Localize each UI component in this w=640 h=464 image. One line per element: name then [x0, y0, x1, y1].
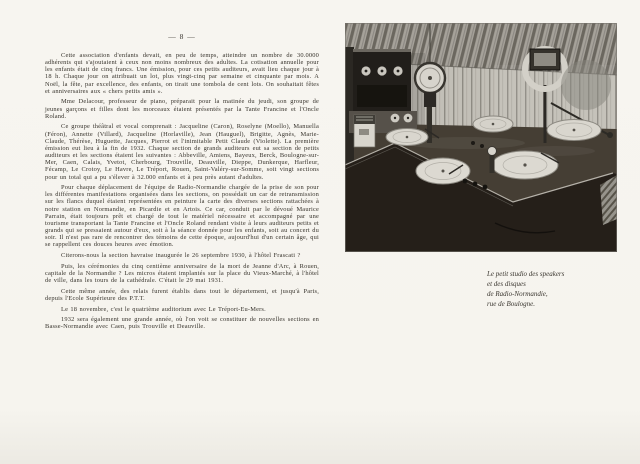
caption-line-3: de Radio-Normandie,	[487, 290, 548, 298]
caption-line-4: rue de Boulogne.	[487, 300, 536, 308]
paragraph-3: Ce groupe théâtral et vocal comprenait : Jacqueline (Caron), Roselyne (Moello), Manuella (Féron), Annette (Villard), Jacqueline (Horlaville), Jean (Hauguel), Brigitte, Agnès, Marie-Claude, Thérèse, Huguette, Jacques, Pierrot et l'inimitable Petit Claude (Violette). La première émission eut lieu à la fin de 1932. Chaque section de grands auditeurs eut sa section de petits auditeurs et les sections étaient les suivantes : Abbeville, Amiens, Bayeux, Berck, Boulogne-sur-Mer, Caen, Calais, Yvetot, Cherbourg, Trouville, Deauville, Dieppe, Dunkerque, Harfleur, Fécamp, Le Crotoy, Le Havre, Le Tréport, Rouen, Saint-Valéry-sur-Somme, soit vingt sections pour un total qui a pu s'élever à 32.000 enfants et à peu près autant d'adultes.	[45, 123, 319, 181]
left-page-text-column	[45, 32, 319, 330]
studio-photo-drawing	[345, 23, 617, 252]
studio-photo	[345, 23, 617, 252]
photo-caption	[487, 269, 605, 309]
paragraph-4: Pour chaque déplacement de l'équipe de Radio-Normandie chargée de la prise de son pour les différentes manifestations organisées dans les sections, on possédait un car de retransmission sur les flancs duquel étaient représentées en peinture la carte des diverses sections rattachées à notre station en Normandie, en Picardie et en Artois. Ce car, conduit par le dévoué Maurice Parrain, était toujours prêt et chargé de tout le matériel nécessaire et accompagné par une tourisme transportant la Tante Francine et l'Oncle Roland rendant visite à leurs auditeurs petits et grands qui se pressaient autour d'eux, soit à la séance donnée pour les enfants, soit au concert du soir. Il n'est pas rare de rencontrer des témoins de cette époque, aujourd'hui d'un certain âge, qui se rappellent ces douces heures avec émotion.	[45, 184, 319, 249]
microphone-shadow	[561, 60, 611, 110]
caption-line-2: et des disques	[487, 280, 526, 288]
paragraph-8: Le 18 novembre, c'est le quatrième auditorium avec Le Tréport-Eu-Mers.	[61, 305, 266, 313]
paragraph-2: Mme Delacour, professeur de piano, préparait pour la matinée du jeudi, son groupe de jeunes garçons et filles dont les morceaux étaient présentés par la Tante Francine et l'Oncle Roland.	[45, 98, 319, 120]
paragraph-6: Puis, les cérémonies du cinq centième anniversaire de la mort de Jeanne d'Arc, à Rouen, capitale de la Normandie ? Les micros étaient implantés sur la place du Vieux-Marché, à l'hôtel de ville, dans les tours de la cathédrale. C'était le 29 mai 1931.	[45, 262, 319, 285]
paragraph-1: Cette association d'enfants devait, en peu de temps, atteindre un nombre de 30.0000 adhérents qui s'ajoutaient à ceux non moins nombreux des adultes. La cotisation annuelle pour les enfants était de cinq francs. Une émission, pour ces petits auditeurs, avait lieu chaque jour à 18 h. Chaque jour on attribuait un lot, plus vingt-cinq par semaine et cinquante par mois. A Noël, la fête, par excellence, des enfants, on tirait une tombola de cent lots. On souhaitait fêtes et anniversaires aux « chers petits amis ».	[45, 52, 319, 95]
paragraph-9: 1932 sera également une grande année, où l'on voit se constituer de nouvelles sections en Basse-Normandie avec Caen, puis Trouville et Deauville.	[45, 316, 319, 331]
caption-line-1: Le petit studio des speakers	[487, 270, 565, 278]
page-number: — 8 —	[168, 32, 196, 41]
paragraph-7: Cette même année, des relais furent établis dans tout le département, et jusqu'à Paris, depuis l'Ecole Supérieure des P.T.T.	[45, 287, 319, 302]
paragraph-5: Citerons-nous la section havraise inaugurée le 26 septembre 1930, à l'hôtel Frascati ?	[61, 252, 301, 260]
amplifier-box	[354, 115, 375, 147]
